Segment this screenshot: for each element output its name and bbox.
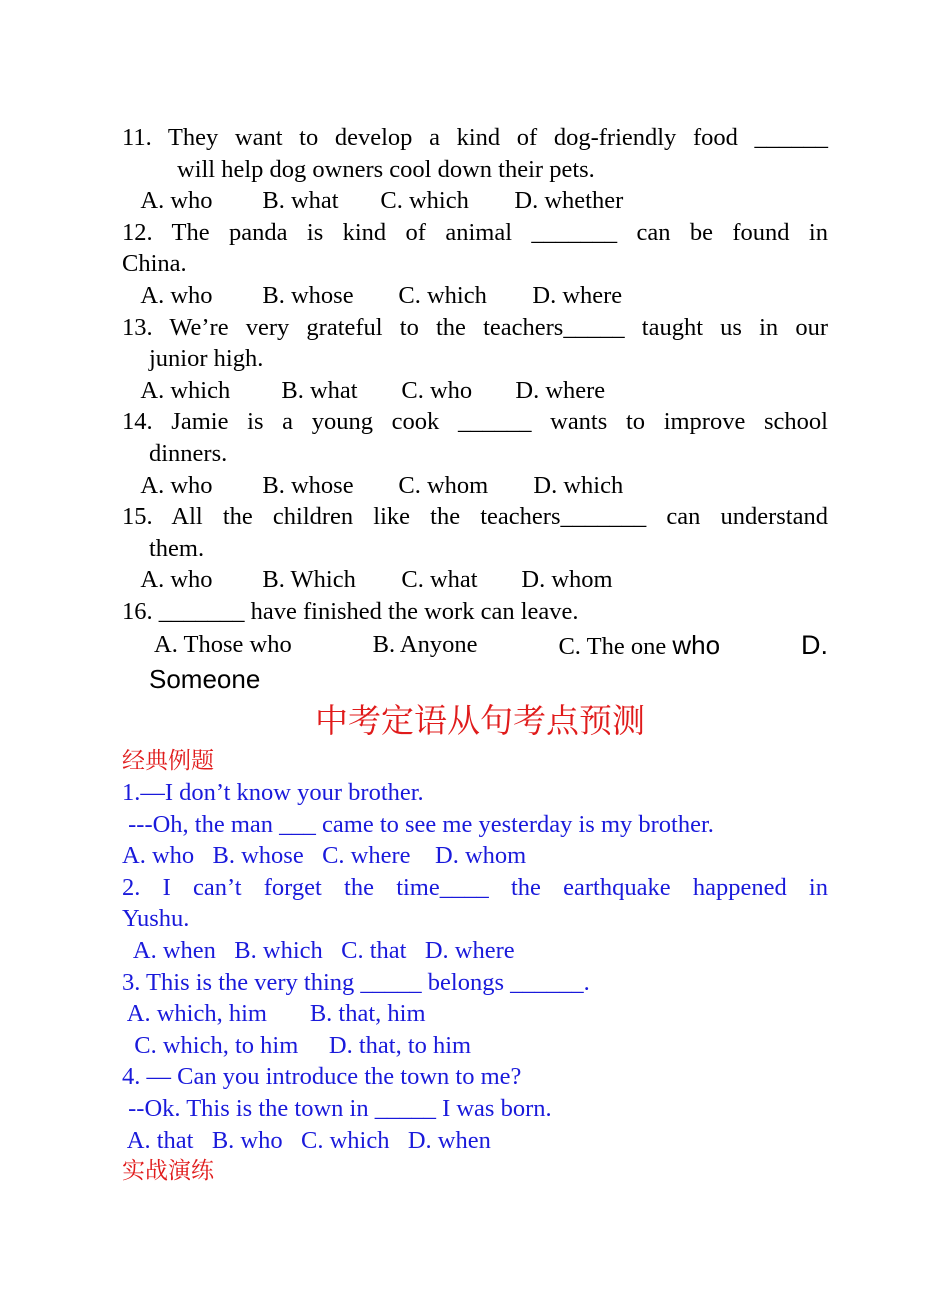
examples-block <box>122 777 828 1156</box>
example-1-line2: ---Oh, the man ___ came to see me yesterday is my brother. <box>122 810 714 838</box>
question-11-options <box>122 185 828 217</box>
practice-heading: 实战演练 <box>122 1158 214 1185</box>
option-b: B. Which <box>262 566 356 594</box>
option-c-text: C. The one <box>558 632 667 660</box>
question-14-options <box>122 470 828 502</box>
example-3-line1: 3. This is the very thing _____ belongs ______. <box>122 968 590 996</box>
option-c: C. which <box>398 281 487 309</box>
option-c <box>558 628 720 662</box>
option-b: B. whose <box>262 281 354 309</box>
question-12-line1: 12. The panda is kind of animal _______ can be found in <box>122 218 828 246</box>
example-2-options: A. when B. which C. that D. where <box>122 937 515 965</box>
question-13-options <box>122 375 828 407</box>
option-c: C. what <box>401 566 478 594</box>
option-c: C. who <box>401 376 473 404</box>
option-d: D. where <box>532 281 623 309</box>
option-d: D. where <box>515 376 606 404</box>
option-a: A. who <box>140 566 213 594</box>
option-b: B. what <box>262 187 339 215</box>
example-4-line1: 4. — Can you introduce the town to me? <box>122 1063 522 1091</box>
option-d: D. whether <box>514 187 624 215</box>
question-14-line1: 14. Jamie is a young cook ______ wants to improve school <box>122 408 828 436</box>
question-13-line1: 13. We’re very grateful to the teachers_____ taught us in our <box>122 313 828 341</box>
question-11-line1: 11. They want to develop a kind of dog-friendly food ______ <box>122 124 828 151</box>
option-a: A. who <box>140 187 213 215</box>
question-14-line2: dinners. <box>149 439 228 467</box>
option-c: C. which <box>380 187 469 215</box>
question-12-line2: China. <box>122 250 187 278</box>
question-15-options <box>122 564 828 596</box>
question-16-line1: 16. _______ have finished the work can leave. <box>122 597 579 625</box>
question-16-option-d-text: Someone <box>149 663 261 694</box>
example-4-options: A. that B. who C. which D. when <box>122 1126 491 1154</box>
example-3-options-cd: C. which, to him D. that, to him <box>122 1031 472 1059</box>
example-2-line2: Yushu. <box>122 905 190 933</box>
option-a: A. who <box>140 281 213 309</box>
option-b: B. what <box>281 376 358 404</box>
option-b: B. Anyone <box>372 630 478 658</box>
example-3-options-ab: A. which, him B. that, him <box>122 1000 426 1028</box>
option-d: D. which <box>533 471 624 499</box>
question-16-options <box>122 628 828 662</box>
example-4-line2: --Ok. This is the town in _____ I was born. <box>122 1095 552 1123</box>
section-title: 中考定语从句考点预测 <box>315 700 645 740</box>
option-a: A. which <box>140 376 231 404</box>
option-c: C. whom <box>398 471 489 499</box>
example-1-line1: 1.—I don’t know your brother. <box>122 779 424 807</box>
option-c-who: who <box>672 629 721 660</box>
example-1-options: A. who B. whose C. where D. whom <box>122 842 527 870</box>
example-2-line1: 2. I can’t forget the time____ the earthquake happened in <box>122 873 828 901</box>
option-b: B. whose <box>262 471 354 499</box>
question-11-line2: will help dog owners cool down their pets. <box>177 155 595 183</box>
question-13-line2: junior high. <box>149 345 264 373</box>
option-a: A. who <box>140 471 213 499</box>
question-15-line2: them. <box>149 534 205 562</box>
option-d: D. whom <box>521 566 613 594</box>
document-page <box>122 122 828 1188</box>
option-d-label: D. <box>801 629 828 660</box>
question-12-options <box>122 280 828 312</box>
option-a: A. Those who <box>154 630 292 658</box>
examples-heading: 经典例题 <box>122 747 214 774</box>
question-15-line1: 15. All the children like the teachers_______ can understand <box>122 503 828 531</box>
